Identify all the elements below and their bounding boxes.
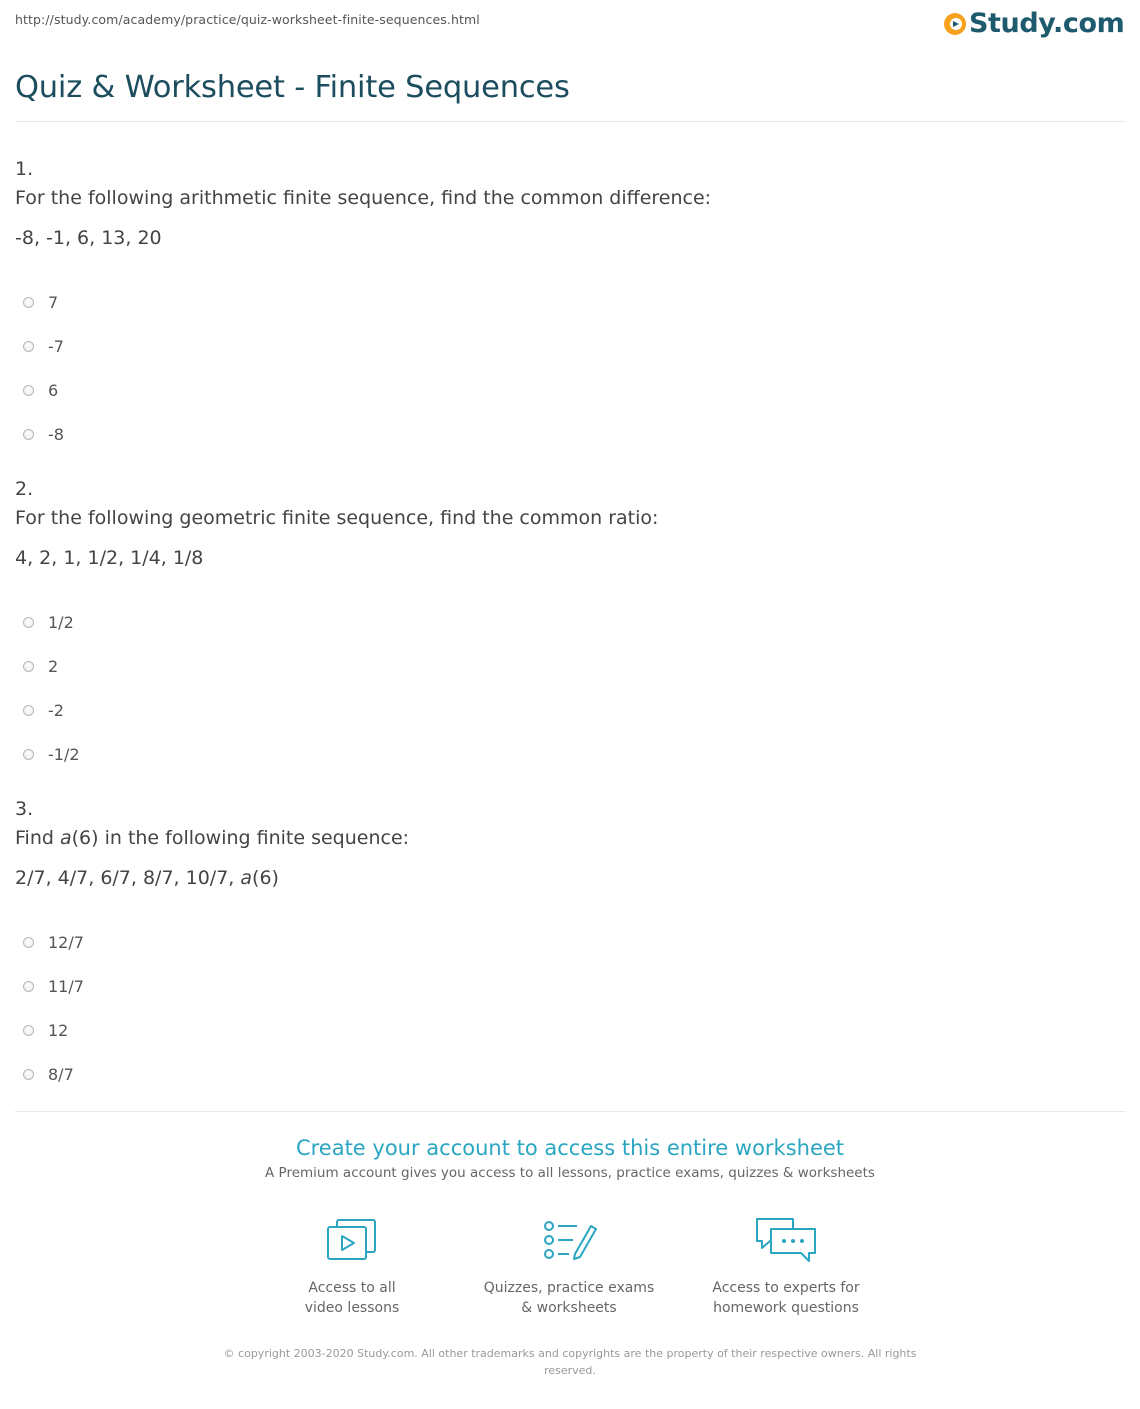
feature-label	[252, 1278, 452, 1318]
feature-label-line: homework questions	[713, 1300, 859, 1316]
variable-a: a	[240, 867, 253, 889]
answer-label: 12/7	[48, 932, 84, 952]
answer-option[interactable]	[15, 324, 1115, 368]
answer-label: 2	[48, 656, 59, 676]
question-text: For the following geometric finite sequence, find the common ratio:	[15, 507, 659, 529]
variable-a: a	[59, 827, 72, 849]
answer-label: -1/2	[48, 744, 80, 764]
logo-text: Study.com	[969, 8, 1125, 39]
feature-label-line: Access to experts for	[712, 1280, 860, 1296]
answer-option[interactable]	[15, 280, 1115, 324]
radio-button[interactable]	[23, 617, 34, 628]
question-3	[15, 797, 1115, 1096]
feature-video-lessons	[252, 1218, 452, 1318]
play-circle-icon	[944, 13, 966, 35]
radio-button[interactable]	[23, 661, 34, 672]
answer-label: 12	[48, 1020, 69, 1040]
radio-button[interactable]	[23, 937, 34, 948]
question-text-before: Find	[15, 827, 60, 849]
question-number: 2.	[15, 478, 34, 500]
radio-button[interactable]	[23, 297, 34, 308]
question-2	[15, 477, 1115, 776]
answer-label: -7	[48, 336, 64, 356]
question-sequence: -8, -1, 6, 13, 20	[15, 227, 162, 249]
answer-label: -2	[48, 700, 64, 720]
feature-label-line: Access to all	[308, 1280, 396, 1296]
sequence-after: (6)	[252, 867, 279, 889]
question-sequence	[15, 866, 1115, 890]
cta-divider	[15, 1111, 1125, 1112]
answer-label: 8/7	[48, 1064, 74, 1084]
question-text	[15, 826, 1115, 850]
answer-label: -8	[48, 424, 64, 444]
answer-option[interactable]	[15, 688, 1115, 732]
video-lessons-icon	[326, 1218, 378, 1264]
question-text-after: (6) in the following finite sequence:	[71, 827, 410, 849]
feature-label	[686, 1278, 886, 1318]
answer-option[interactable]	[15, 1008, 1115, 1052]
question-sequence: 4, 2, 1, 1/2, 1/4, 1/8	[15, 547, 204, 569]
answer-options	[15, 600, 1115, 776]
cta-title[interactable]: Create your account to access this entire worksheet	[295, 1136, 845, 1160]
answer-option[interactable]	[15, 964, 1115, 1008]
cta-subtitle: A Premium account gives you access to all lessons, practice exams, quizzes & worksheets	[265, 1165, 875, 1181]
radio-button[interactable]	[23, 341, 34, 352]
radio-button[interactable]	[23, 749, 34, 760]
feature-label-line: & worksheets	[521, 1300, 617, 1316]
sequence-before: 2/7, 4/7, 6/7, 8/7, 10/7,	[15, 867, 241, 889]
study-logo[interactable]	[944, 6, 1124, 42]
answer-label: 11/7	[48, 976, 84, 996]
answer-label: 1/2	[48, 612, 74, 632]
feature-quizzes	[469, 1218, 669, 1318]
answer-options	[15, 280, 1115, 456]
question-1	[15, 157, 1115, 456]
page-title: Quiz & Worksheet - Finite Sequences	[15, 70, 570, 105]
question-text: For the following arithmetic finite sequence, find the common difference:	[15, 187, 712, 209]
answer-option[interactable]	[15, 368, 1115, 412]
answer-option[interactable]	[15, 644, 1115, 688]
answer-option[interactable]	[15, 412, 1115, 456]
title-divider	[15, 121, 1125, 122]
radio-button[interactable]	[23, 429, 34, 440]
radio-button[interactable]	[23, 981, 34, 992]
answer-option[interactable]	[15, 600, 1115, 644]
source-url: http://study.com/academy/practice/quiz-worksheet-finite-sequences.html	[15, 12, 480, 27]
radio-button[interactable]	[23, 385, 34, 396]
question-number: 3.	[15, 798, 34, 820]
question-number: 1.	[15, 158, 34, 180]
copyright-notice: © copyright 2003-2020 Study.com. All other trademarks and copyrights are the property of their respective owners. All rights reserved.	[223, 1347, 917, 1377]
radio-button[interactable]	[23, 1025, 34, 1036]
radio-button[interactable]	[23, 705, 34, 716]
answer-options	[15, 920, 1115, 1096]
feature-label	[469, 1278, 669, 1318]
radio-button[interactable]	[23, 1069, 34, 1080]
answer-label: 6	[48, 380, 59, 400]
feature-label-line: video lessons	[304, 1300, 400, 1316]
feature-experts	[686, 1216, 886, 1318]
answer-option[interactable]	[15, 1052, 1115, 1096]
quiz-checklist-icon	[539, 1218, 599, 1264]
feature-label-line: Quizzes, practice exams	[483, 1280, 655, 1296]
answer-label: 7	[48, 292, 59, 312]
answer-option[interactable]	[15, 732, 1115, 776]
chat-bubbles-icon	[754, 1216, 818, 1264]
answer-option[interactable]	[15, 920, 1115, 964]
